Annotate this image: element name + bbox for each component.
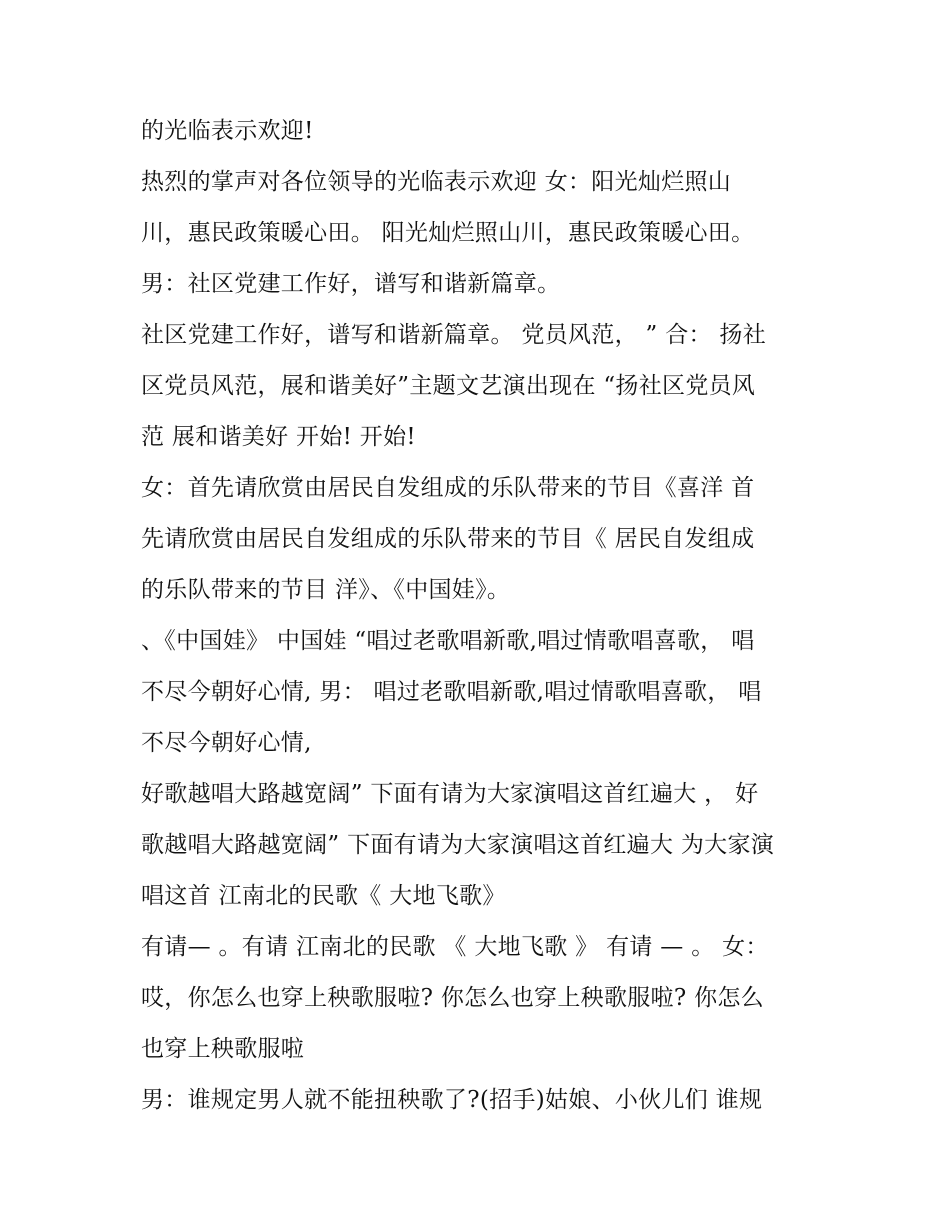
text-line: 、《中国娃》 中国娃 “唱过老歌唱新歌,唱过情歌唱喜歌， 唱 xyxy=(141,628,755,654)
text-line: 的光临表示欢迎! xyxy=(141,118,314,144)
text-line: 歌越唱大路越宽阔” 下面有请为大家演唱这首红遍大 为大家演 xyxy=(141,832,775,858)
text-line: 唱这首 江南北的民歌《 大地飞歌》 xyxy=(141,883,506,909)
text-line: 有请— 。有请 江南北的民歌 《 大地飞歌 》 有请 — 。 女： xyxy=(141,934,769,960)
text-line: 范 展和谐美好 开始! 开始! xyxy=(141,424,416,450)
text-line: 女：首先请欣赏由居民自发组成的乐队带来的节目《喜洋 首 xyxy=(141,475,755,501)
text-line: 不尽今朝好心情, 男： 唱过老歌唱新歌,唱过情歌唱喜歌， 唱 xyxy=(141,679,762,705)
text-line: 男：社区党建工作好，谱写和谐新篇章。 xyxy=(141,271,561,297)
text-line: 哎，你怎么也穿上秧歌服啦? 你怎么也穿上秧歌服啦? 你怎么 xyxy=(141,985,764,1011)
document-body xyxy=(141,106,821,1126)
text-line: 先请欣赏由居民自发组成的乐队带来的节目《 居民自发组成 xyxy=(141,526,755,552)
text-line: 男：谁规定男人就不能扭秧歌了?(招手)姑娘、小伙儿们 谁规 xyxy=(141,1087,763,1113)
text-line: 好歌越唱大路越宽阔” 下面有请为大家演唱这首红遍大 ， 好 xyxy=(141,781,759,807)
text-line: 的乐队带来的节目 洋》、《中国娃》。 xyxy=(141,577,511,603)
text-line: 不尽今朝好心情, xyxy=(141,730,312,756)
text-line: 热烈的掌声对各位领导的光临表示欢迎 女：阳光灿烂照山 xyxy=(141,169,732,195)
text-line: 川，惠民政策暖心田。 阳光灿烂照山川，惠民政策暖心田。 xyxy=(141,220,755,246)
text-line: 也穿上秧歌服啦 xyxy=(141,1036,305,1062)
text-line: 社区党建工作好，谱写和谐新篇章。 党员风范， ” 合： 扬社 xyxy=(141,322,767,348)
text-line: 区党员风范，展和谐美好”主题文艺演出现在 “扬社区党员风 xyxy=(141,373,756,399)
